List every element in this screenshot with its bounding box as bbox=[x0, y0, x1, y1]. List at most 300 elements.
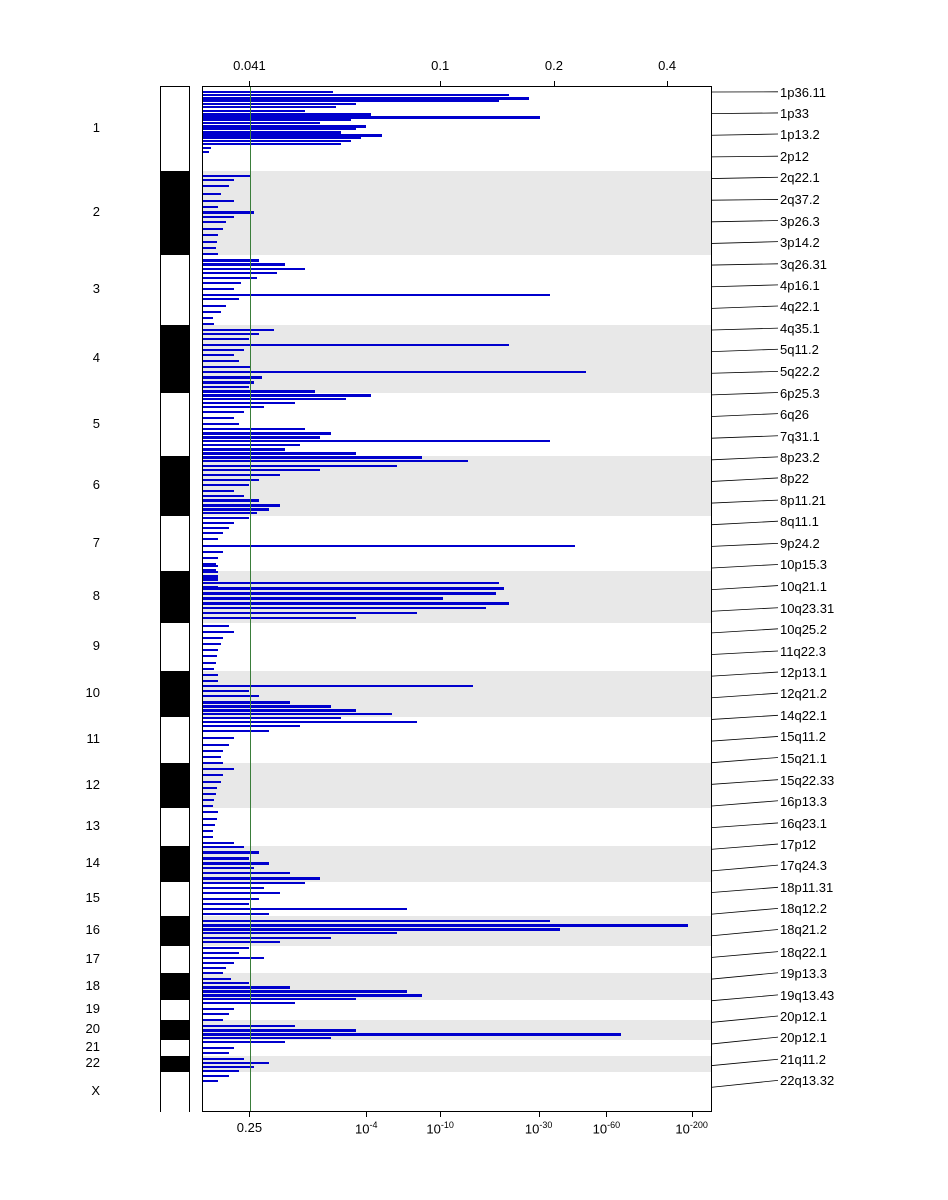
bar bbox=[203, 602, 509, 605]
bar bbox=[203, 730, 269, 732]
cytoband-label: 9p24.2 bbox=[780, 536, 820, 552]
leader-line bbox=[712, 349, 778, 351]
bottom-axis-tick-mark bbox=[249, 1112, 250, 1117]
bar bbox=[203, 846, 244, 848]
bar bbox=[203, 725, 300, 727]
chromosome-label: X bbox=[91, 1083, 100, 1099]
band-shade bbox=[203, 763, 711, 808]
ideogram-band bbox=[161, 571, 189, 622]
bar bbox=[203, 137, 361, 139]
leader-line bbox=[712, 672, 778, 676]
ideogram-band bbox=[161, 255, 189, 325]
bottom-axis-tick-label: $10^{-30}$ bbox=[524, 1120, 553, 1137]
bar bbox=[203, 762, 223, 764]
top-axis-tick-label: 0.1 bbox=[431, 58, 450, 73]
bar bbox=[203, 637, 223, 639]
ideogram-band bbox=[161, 916, 189, 946]
leader-line bbox=[712, 500, 778, 503]
chromosome-label: 12 bbox=[85, 776, 100, 792]
bar bbox=[203, 1041, 285, 1043]
bar bbox=[203, 381, 254, 384]
bar bbox=[203, 994, 422, 997]
cytoband-label: 12p13.1 bbox=[780, 665, 827, 681]
bar bbox=[203, 221, 226, 223]
chromosome-label: 13 bbox=[85, 818, 100, 834]
cytoband-label: 18q12.2 bbox=[780, 901, 827, 917]
bar bbox=[203, 705, 331, 708]
ideogram-band bbox=[161, 456, 189, 516]
bar bbox=[203, 522, 234, 524]
bar bbox=[203, 1033, 621, 1036]
ideogram-band bbox=[161, 882, 189, 916]
bar bbox=[203, 179, 234, 181]
bar bbox=[203, 631, 234, 633]
bar bbox=[203, 957, 264, 959]
bar bbox=[203, 100, 499, 102]
bar bbox=[203, 941, 280, 943]
top-axis-tick-label: 0.2 bbox=[544, 58, 563, 73]
leader-line bbox=[712, 436, 778, 438]
cytoband-label: 5q22.2 bbox=[780, 364, 820, 380]
bar bbox=[203, 469, 320, 471]
leader-line bbox=[712, 1080, 778, 1087]
bar bbox=[203, 440, 550, 442]
chromosome-label: 21 bbox=[85, 1038, 100, 1054]
cytoband-label: 22q13.32 bbox=[780, 1073, 835, 1089]
cytoband-label: 17q24.3 bbox=[780, 858, 827, 874]
bar bbox=[203, 329, 274, 331]
chromosome-label: 6 bbox=[92, 477, 100, 493]
bar bbox=[203, 717, 341, 719]
bar bbox=[203, 349, 244, 351]
leader-line bbox=[712, 306, 778, 308]
chromosome-label: 17 bbox=[85, 950, 100, 966]
ideogram-band bbox=[161, 946, 189, 974]
bar bbox=[203, 474, 280, 476]
bar bbox=[203, 625, 229, 627]
bar bbox=[203, 750, 223, 752]
cytoband-label: 2q37.2 bbox=[780, 192, 820, 208]
chromosome-label: 2 bbox=[92, 204, 100, 220]
bar bbox=[203, 655, 217, 657]
bar bbox=[203, 216, 234, 218]
bar bbox=[203, 241, 217, 243]
bar bbox=[203, 206, 218, 208]
leader-line bbox=[712, 995, 778, 1001]
bar bbox=[203, 877, 320, 880]
bar bbox=[203, 799, 214, 801]
cytoband-label: 16q23.1 bbox=[780, 815, 827, 831]
ideogram-band bbox=[161, 1056, 189, 1072]
ideogram-band bbox=[161, 808, 189, 846]
bar bbox=[203, 937, 331, 939]
bar bbox=[203, 557, 218, 559]
bar bbox=[203, 143, 341, 145]
bar bbox=[203, 643, 221, 645]
ideogram-band bbox=[161, 846, 189, 882]
bar bbox=[203, 527, 229, 529]
top-axis-tick-label: 0.041 bbox=[233, 58, 266, 73]
cytoband-label: 8p11.21 bbox=[780, 493, 827, 509]
bar bbox=[203, 147, 211, 149]
cytoband-label: 12q21.2 bbox=[780, 686, 827, 702]
bar bbox=[203, 366, 251, 368]
leader-line bbox=[712, 478, 778, 481]
bar bbox=[203, 110, 305, 112]
leader-line bbox=[712, 134, 778, 135]
bar bbox=[203, 448, 285, 451]
leader-line bbox=[712, 177, 778, 178]
bar bbox=[203, 432, 331, 435]
bar bbox=[203, 962, 234, 964]
bar bbox=[203, 920, 550, 922]
cytoband-label: 4q35.1 bbox=[780, 321, 820, 337]
leader-line bbox=[712, 285, 778, 287]
leader-line bbox=[712, 1016, 778, 1022]
bar bbox=[203, 818, 217, 820]
bar bbox=[203, 967, 226, 969]
leader-line bbox=[712, 908, 778, 914]
cytoband-label: 3p26.3 bbox=[780, 213, 820, 229]
bar bbox=[203, 617, 356, 619]
bar bbox=[203, 587, 504, 590]
bar bbox=[203, 793, 216, 795]
bar bbox=[203, 982, 249, 984]
bar bbox=[203, 768, 234, 770]
bar bbox=[203, 947, 249, 949]
cytoband-label: 2p12 bbox=[780, 149, 809, 165]
bar bbox=[203, 253, 218, 255]
bar bbox=[203, 1002, 295, 1004]
bar bbox=[203, 830, 213, 832]
leader-line bbox=[712, 780, 778, 785]
bar bbox=[203, 545, 575, 547]
cytoband-label: 15q11.2 bbox=[780, 729, 827, 745]
bar bbox=[203, 887, 264, 889]
bar bbox=[203, 175, 251, 177]
bar bbox=[203, 805, 213, 807]
bar bbox=[203, 282, 241, 284]
cytoband-label: 10q23.31 bbox=[780, 600, 835, 616]
cytoband-label: 8p23.2 bbox=[780, 449, 820, 465]
cytoband-label: 17p12 bbox=[780, 837, 817, 853]
bar bbox=[203, 1066, 254, 1068]
bar bbox=[203, 571, 218, 573]
top-axis-tick-label: 0.4 bbox=[658, 58, 677, 73]
leader-line bbox=[712, 736, 778, 741]
bar bbox=[203, 787, 217, 789]
bar bbox=[203, 103, 356, 105]
leader-line bbox=[712, 156, 778, 157]
leader-line bbox=[712, 651, 778, 655]
bar bbox=[203, 94, 509, 96]
bottom-axis-tick-mark bbox=[366, 1112, 367, 1117]
leader-line bbox=[712, 564, 778, 568]
ideogram-band bbox=[161, 717, 189, 763]
cytoband-label: 21q11.2 bbox=[780, 1052, 827, 1068]
ideogram-band bbox=[161, 671, 189, 717]
cytoband-label: 16p13.3 bbox=[780, 793, 827, 809]
leader-line bbox=[712, 1037, 778, 1044]
leader-line bbox=[712, 952, 778, 958]
bar bbox=[203, 298, 239, 300]
cytoband-label: 19p13.3 bbox=[780, 965, 827, 981]
leader-line bbox=[712, 414, 778, 417]
bar bbox=[203, 234, 218, 236]
leader-line bbox=[712, 199, 778, 200]
bar bbox=[203, 371, 586, 373]
bar bbox=[203, 436, 320, 439]
bar bbox=[203, 998, 356, 1000]
cytoband-label: 18q21.2 bbox=[780, 922, 827, 938]
bottom-axis-tick-mark bbox=[440, 1112, 441, 1117]
bar bbox=[203, 460, 468, 462]
bar bbox=[203, 263, 285, 266]
leader-line bbox=[712, 758, 778, 763]
bar bbox=[203, 1019, 223, 1021]
bar bbox=[203, 867, 254, 869]
bar bbox=[203, 701, 290, 704]
bottom-axis-tick-mark bbox=[606, 1112, 607, 1117]
bar bbox=[203, 986, 290, 989]
bar bbox=[203, 565, 218, 567]
bar bbox=[203, 690, 249, 692]
leader-line bbox=[712, 608, 778, 612]
bar bbox=[203, 674, 218, 676]
ideogram-track bbox=[160, 86, 190, 1112]
bar bbox=[203, 972, 223, 974]
bar bbox=[203, 406, 264, 408]
bar bbox=[203, 317, 213, 319]
leader-line bbox=[712, 543, 778, 546]
bar bbox=[203, 323, 214, 325]
plot-area bbox=[202, 86, 712, 1112]
bar bbox=[203, 811, 218, 813]
bar bbox=[203, 390, 315, 393]
leader-line bbox=[712, 457, 778, 460]
bar bbox=[203, 1047, 234, 1049]
bottom-axis-tick-label: $10^{-60}$ bbox=[592, 1120, 621, 1137]
leader-line bbox=[712, 801, 778, 806]
bar bbox=[203, 721, 417, 723]
bar bbox=[203, 490, 234, 492]
leader-line bbox=[712, 865, 778, 871]
leader-line bbox=[712, 973, 778, 979]
cytoband-label: 5q11.2 bbox=[780, 342, 819, 358]
chromosome-label: 9 bbox=[92, 637, 100, 653]
bar bbox=[203, 532, 223, 534]
ideogram-band bbox=[161, 1020, 189, 1041]
cytoband-label: 6p25.3 bbox=[780, 385, 820, 401]
bar bbox=[203, 305, 226, 307]
bar bbox=[203, 444, 300, 446]
chromosome-label: 16 bbox=[85, 921, 100, 937]
leader-line bbox=[712, 1059, 778, 1065]
bar bbox=[203, 128, 356, 130]
bar bbox=[203, 428, 305, 430]
bar bbox=[203, 456, 422, 459]
bar bbox=[203, 1070, 239, 1072]
cytoband-label: 1p13.2 bbox=[780, 127, 820, 143]
bar bbox=[203, 892, 280, 894]
bar bbox=[203, 1037, 331, 1039]
bar bbox=[203, 495, 244, 497]
bar bbox=[203, 288, 234, 290]
bottom-axis-tick-mark bbox=[692, 1112, 693, 1117]
band-shade bbox=[203, 325, 711, 393]
bar bbox=[203, 1029, 356, 1032]
bar bbox=[203, 928, 560, 931]
ideogram-band bbox=[161, 516, 189, 571]
ideogram-band bbox=[161, 87, 189, 171]
cytoband-label: 15q22.33 bbox=[780, 772, 835, 788]
bar bbox=[203, 932, 397, 934]
bar bbox=[203, 685, 473, 687]
bar bbox=[203, 597, 443, 600]
bar bbox=[203, 872, 290, 874]
ideogram-band bbox=[161, 171, 189, 255]
bar bbox=[203, 386, 249, 388]
bar bbox=[203, 990, 407, 993]
leader-line bbox=[712, 264, 778, 265]
bar bbox=[203, 913, 269, 915]
bar bbox=[203, 1062, 269, 1064]
bar bbox=[203, 1058, 244, 1060]
bar bbox=[203, 398, 346, 400]
bar bbox=[203, 649, 218, 651]
chromosome-label: 10 bbox=[85, 684, 100, 700]
bar bbox=[203, 924, 688, 927]
chromosome-label: 1 bbox=[92, 120, 100, 136]
bar bbox=[203, 575, 218, 577]
bar bbox=[203, 394, 371, 397]
band-shade bbox=[203, 1056, 711, 1072]
bar bbox=[203, 662, 216, 664]
bar bbox=[203, 508, 269, 511]
bar bbox=[203, 1075, 229, 1077]
leader-line bbox=[712, 929, 778, 935]
bar bbox=[203, 354, 234, 356]
cytoband-label: 3q26.31 bbox=[780, 256, 827, 272]
leader-lines bbox=[700, 60, 790, 1160]
cytoband-label: 1p33 bbox=[780, 105, 809, 121]
cytoband-label: 10p15.3 bbox=[780, 557, 827, 573]
ideogram-band bbox=[161, 763, 189, 808]
cytoband-label: 3p14.2 bbox=[780, 234, 820, 250]
bar bbox=[203, 277, 257, 279]
bar bbox=[203, 781, 221, 783]
bar bbox=[203, 952, 239, 954]
cytoband-label: 4q22.1 bbox=[780, 298, 820, 314]
bar bbox=[203, 680, 218, 682]
bar bbox=[203, 908, 407, 910]
ideogram-band bbox=[161, 1000, 189, 1019]
bottom-axis-tick-label: $10^{-10}$ bbox=[426, 1120, 454, 1137]
bar bbox=[203, 504, 280, 507]
bar bbox=[203, 228, 223, 230]
ideogram-band bbox=[161, 393, 189, 457]
bottom-axis-tick-label: $10^{-200}$ bbox=[675, 1120, 708, 1137]
cytoband-label: 6q26 bbox=[780, 406, 809, 422]
leader-line bbox=[712, 823, 778, 828]
bar bbox=[203, 551, 223, 553]
chromosome-label: 15 bbox=[85, 890, 100, 906]
bar bbox=[203, 151, 209, 153]
leader-line bbox=[712, 328, 778, 330]
bar bbox=[203, 842, 234, 844]
ideogram-band bbox=[161, 325, 189, 393]
leader-line bbox=[712, 113, 778, 114]
bar bbox=[203, 338, 249, 340]
bar bbox=[203, 668, 214, 670]
bar bbox=[203, 91, 333, 93]
bar bbox=[203, 311, 221, 313]
bar bbox=[203, 344, 509, 346]
leader-line bbox=[712, 693, 778, 698]
chromosome-label: 7 bbox=[92, 534, 100, 550]
ideogram-band bbox=[161, 973, 189, 1000]
bar bbox=[203, 903, 249, 905]
cytoband-label: 8q11.1 bbox=[780, 514, 819, 530]
bar bbox=[203, 538, 218, 540]
cytoband-label: 20p12.1 bbox=[780, 1009, 827, 1024]
bar bbox=[203, 744, 229, 746]
cytoband-label: 1p36.11 bbox=[780, 84, 827, 100]
threshold-line bbox=[250, 87, 251, 1111]
bar bbox=[203, 402, 295, 404]
cytoband-label: 10q21.1 bbox=[780, 578, 827, 594]
chromosome-label: 19 bbox=[85, 1000, 100, 1016]
bar bbox=[203, 713, 392, 715]
bar bbox=[203, 607, 486, 609]
bar bbox=[203, 106, 336, 108]
cytoband-label: 14q22.1 bbox=[780, 708, 827, 724]
ideogram-band bbox=[161, 1040, 189, 1055]
bar bbox=[203, 512, 257, 514]
chromosome-label: 18 bbox=[85, 977, 100, 993]
bar bbox=[203, 376, 262, 379]
bottom-axis-tick-label: $10^{-4}$ bbox=[354, 1120, 378, 1137]
cytoband-label: 19q13.43 bbox=[780, 987, 835, 1003]
cytoband-label: 7q31.1 bbox=[780, 428, 820, 444]
chromosome-label: 3 bbox=[92, 281, 100, 297]
cytoband-label: 10q25.2 bbox=[780, 621, 827, 637]
cytoband-label: 4p16.1 bbox=[780, 277, 820, 293]
leader-line bbox=[712, 887, 778, 892]
cytoband-label: 2q22.1 bbox=[780, 170, 820, 186]
bar bbox=[203, 423, 239, 425]
bar bbox=[203, 417, 234, 419]
bar bbox=[203, 517, 249, 519]
leader-line bbox=[712, 242, 778, 244]
leader-line bbox=[712, 629, 778, 633]
leader-line bbox=[712, 221, 778, 222]
leader-line bbox=[712, 393, 778, 395]
bar bbox=[203, 756, 221, 758]
leader-line bbox=[712, 844, 778, 849]
leader-line bbox=[712, 521, 778, 524]
leader-line bbox=[712, 715, 778, 719]
cytoband-label: 20p12.1 bbox=[780, 1030, 827, 1046]
bar bbox=[203, 294, 550, 296]
bar bbox=[203, 824, 215, 826]
bar bbox=[203, 882, 305, 884]
ideogram-band bbox=[161, 1072, 189, 1113]
bar bbox=[203, 185, 229, 187]
bar bbox=[203, 862, 269, 865]
cytoband-label: 18q22.1 bbox=[780, 944, 827, 960]
bar bbox=[203, 200, 234, 202]
